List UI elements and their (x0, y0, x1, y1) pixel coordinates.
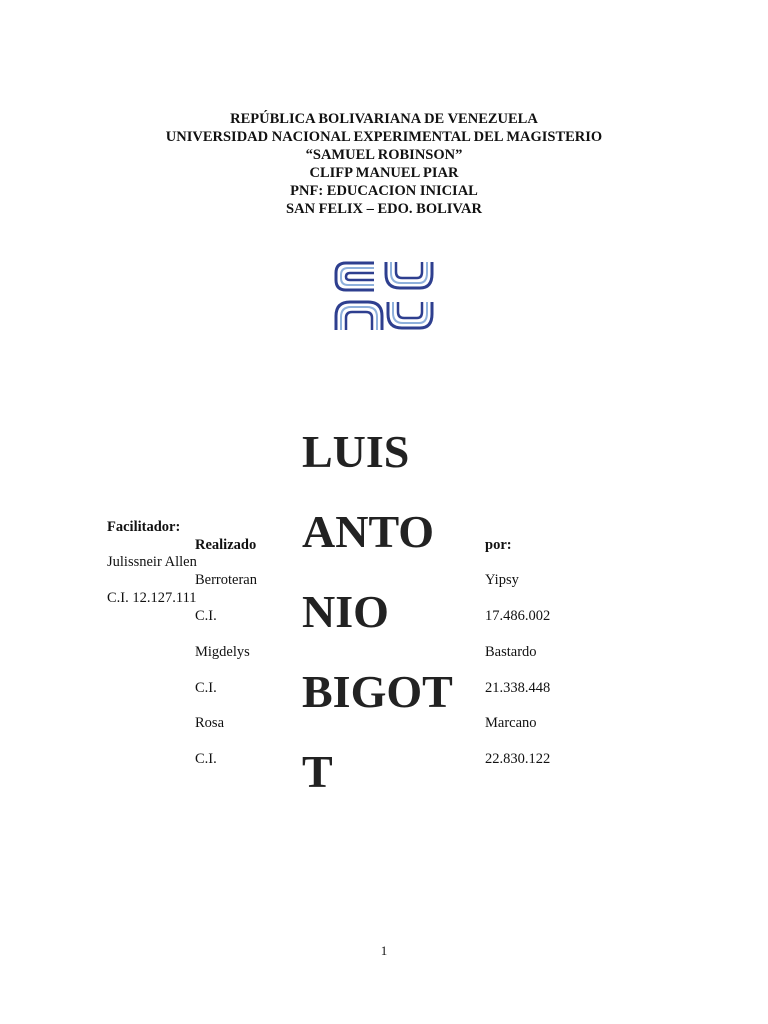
student-text-left: Migdelys (195, 644, 250, 660)
big-name-line: NIO (302, 586, 389, 637)
page-number: 1 (380, 943, 388, 958)
student-text-right: Bastardo (485, 644, 537, 660)
document-header (0, 110, 768, 218)
student-text-right: Yipsy (485, 572, 519, 588)
realizado-label: Realizado (195, 537, 257, 553)
header-program: PNF: EDUCACION INICIAL (290, 183, 478, 199)
student-text-right: 17.486.002 (485, 608, 551, 624)
student-text-right: Marcano (485, 715, 537, 731)
student-text-left: Berroteran (195, 572, 257, 588)
big-name-line: BIGOT (302, 666, 453, 717)
student-text-left: C.I. (195, 680, 217, 696)
big-name-line: T (302, 746, 333, 797)
header-country: REPÚBLICA BOLIVARIANA DE VENEZUELA (230, 111, 538, 127)
student-text-right: 21.338.448 (485, 680, 551, 696)
facilitator-id: C.I. 12.127.111 (107, 590, 197, 606)
student-text-left: C.I. (195, 751, 217, 767)
big-name-line: ANTO (302, 506, 435, 557)
header-location: SAN FELIX – EDO. BOLIVAR (286, 201, 482, 217)
header-university: UNIVERSIDAD NACIONAL EXPERIMENTAL DEL MAGISTERIO (165, 129, 603, 145)
header-university-name: “SAMUEL ROBINSON” (305, 147, 463, 163)
por-label: por: (485, 537, 512, 553)
student-text-left: C.I. (195, 608, 217, 624)
student-text-left: Rosa (195, 715, 224, 731)
header-campus: CLIFP MANUEL PIAR (309, 165, 459, 181)
big-name-line: LUIS (302, 426, 410, 477)
facilitator-label: Facilitador: (107, 519, 181, 535)
facilitator-name: Julissneir Allen (107, 554, 197, 570)
university-logo-icon (332, 258, 436, 332)
student-text-right: 22.830.122 (485, 751, 551, 767)
